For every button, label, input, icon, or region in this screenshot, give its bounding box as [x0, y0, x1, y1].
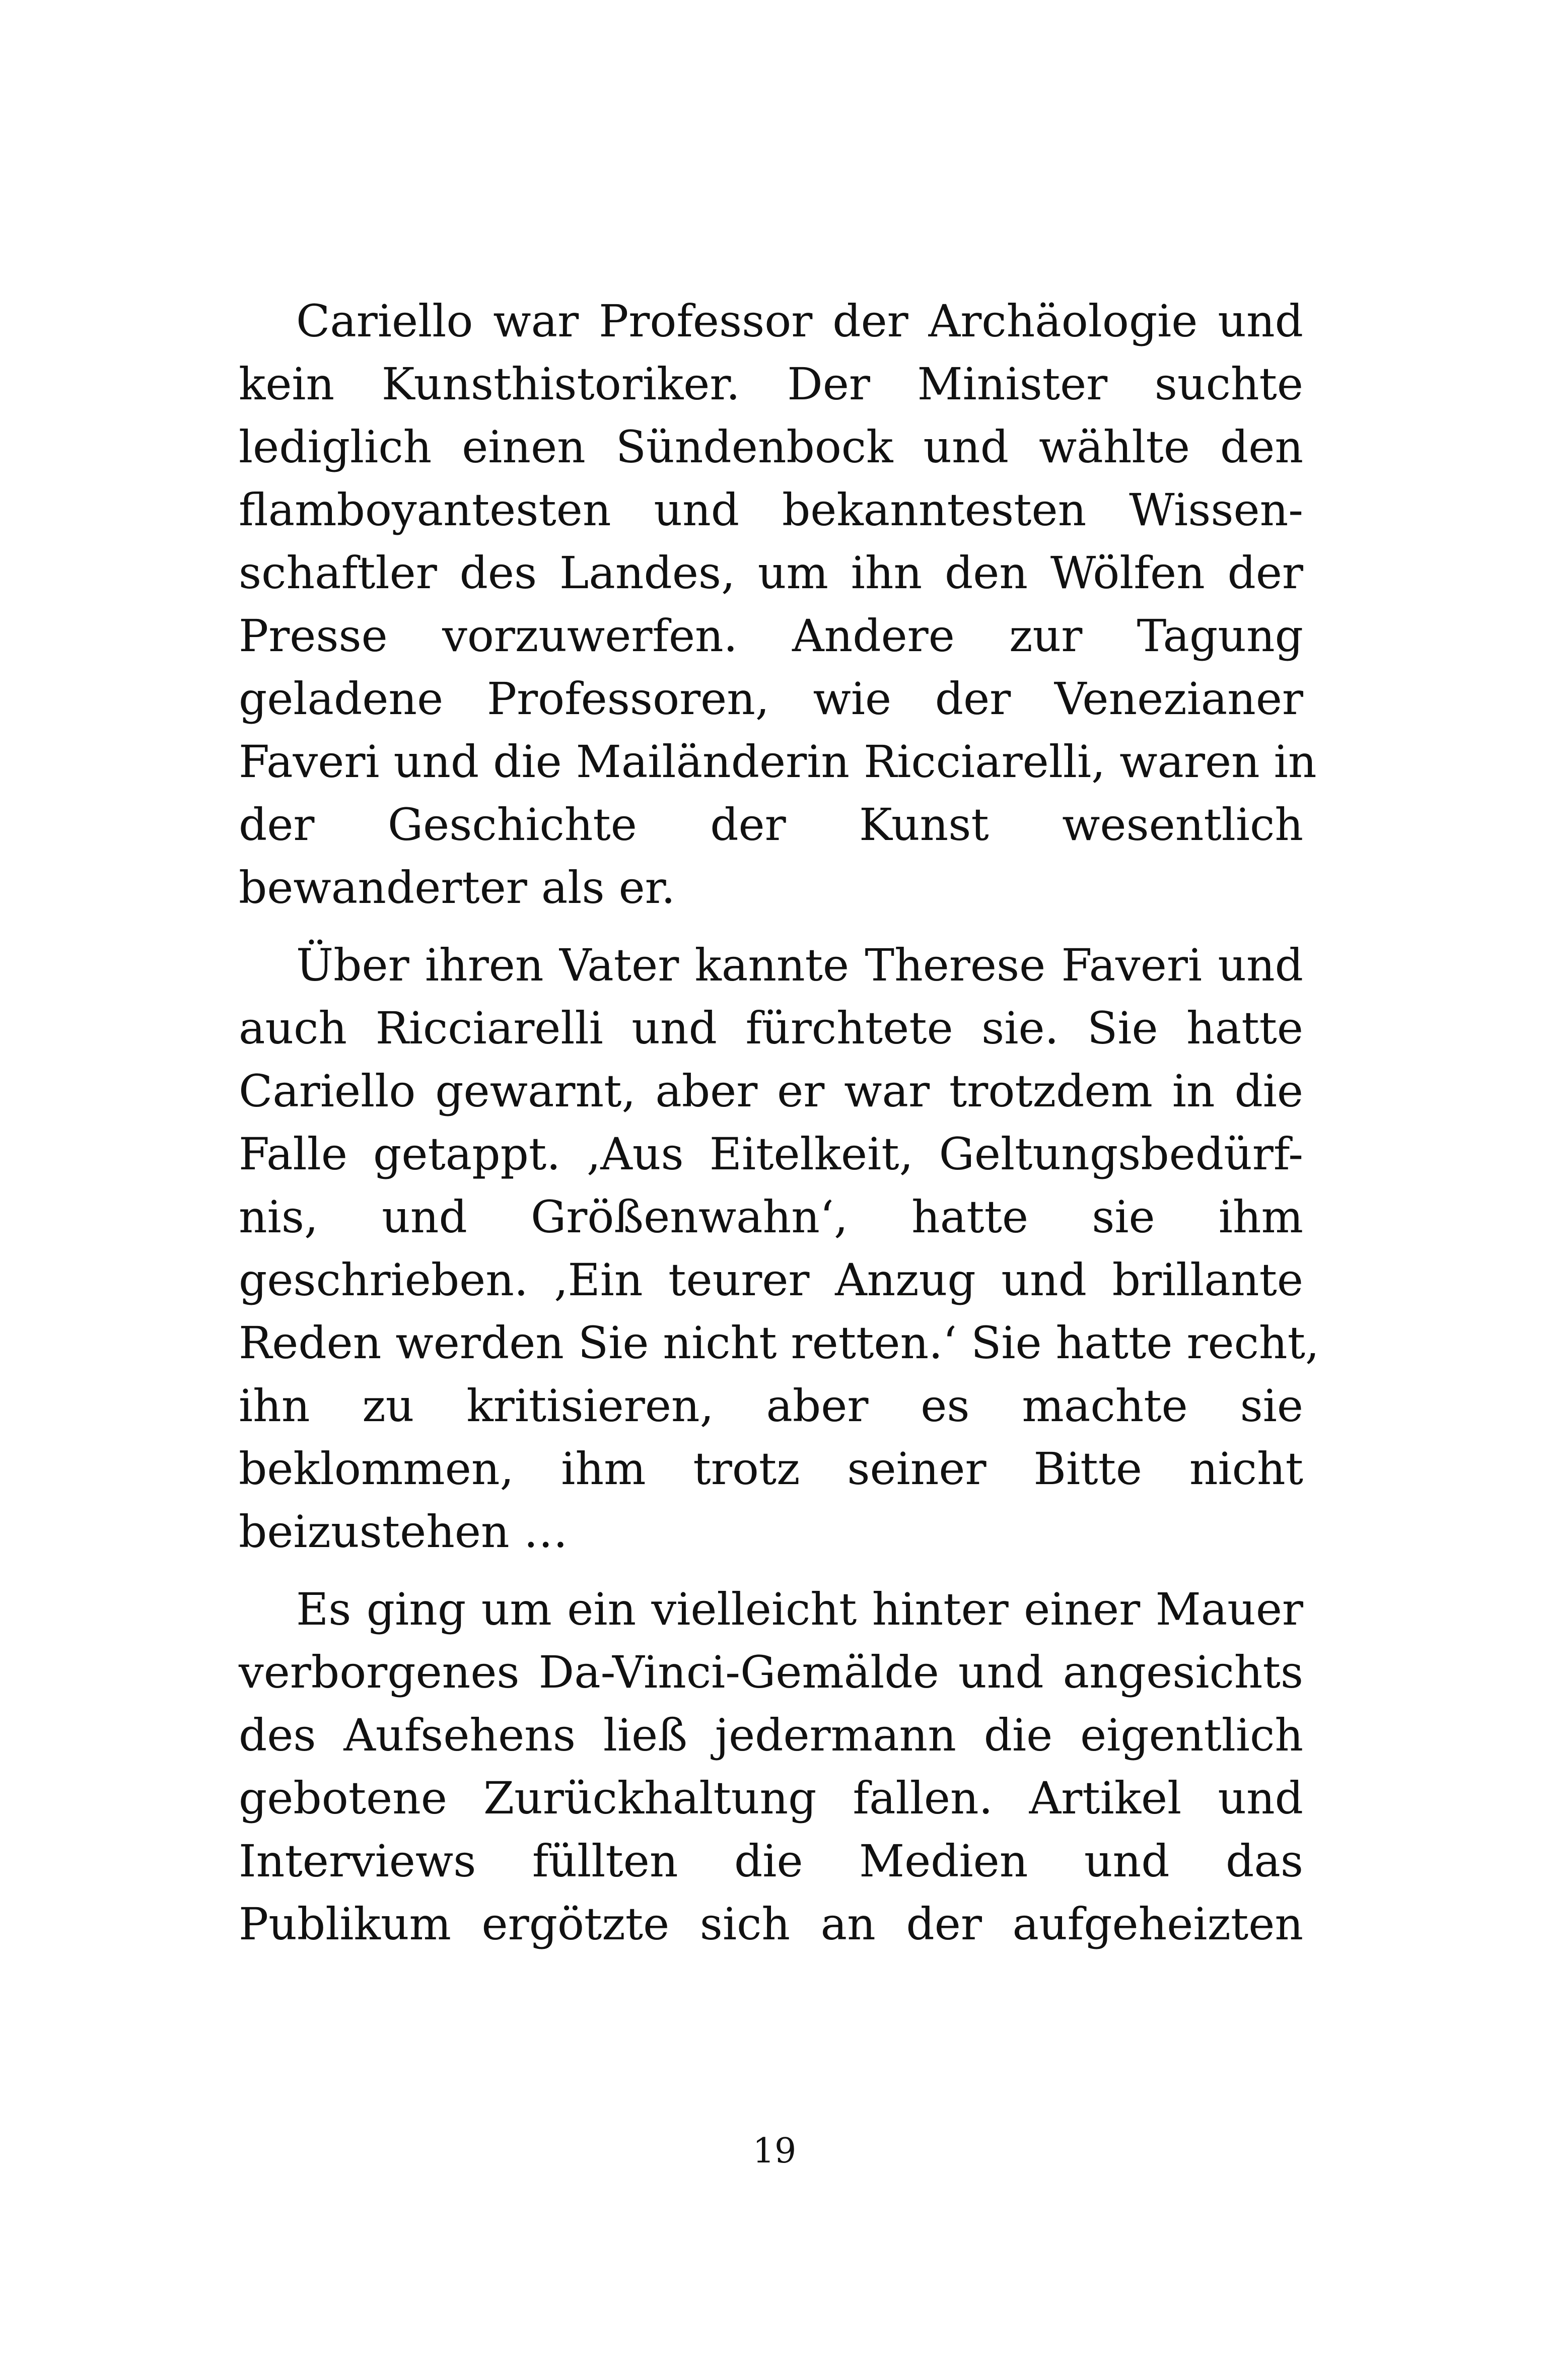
text-line: Publikum ergötzte sich an der aufgeheizten	[239, 1898, 1303, 1950]
text-line: Faveri und die Mailänderin Ricciarelli, waren in	[239, 736, 1317, 788]
text-line: Es ging um ein vielleicht hinter einer Mauer	[296, 1583, 1303, 1635]
page-number: 19	[752, 2131, 797, 2171]
text-line: Cariello war Professor der Archäologie und	[296, 295, 1303, 347]
text-line: Reden werden Sie nicht retten.‘ Sie hatte recht,	[239, 1317, 1319, 1369]
text-line: beklommen, ihm trotz seiner Bitte nicht	[239, 1443, 1303, 1495]
text-line: flamboyantesten und bekanntesten Wissen-	[239, 484, 1303, 536]
text-line: beizustehen …	[239, 1506, 568, 1558]
text-line: schaftler des Landes, um ihn den Wölfen der	[239, 547, 1303, 599]
text-line: Interviews füllten die Medien und das	[239, 1835, 1303, 1887]
text-line: geladene Professoren, wie der Venezianer	[239, 673, 1303, 725]
text-line: Presse vorzuwerfen. Andere zur Tagung	[239, 610, 1303, 662]
text-line: Über ihren Vater kannte Therese Faveri und	[296, 939, 1303, 991]
text-line: bewanderter als er.	[239, 862, 676, 914]
paragraph-1	[239, 290, 1317, 919]
page-body-text	[239, 290, 1319, 1955]
paragraph-2	[239, 934, 1319, 1563]
text-line: der Geschichte der Kunst wesentlich	[239, 799, 1303, 851]
text-line: verborgenes Da-Vinci-Gemälde und angesichts	[239, 1646, 1303, 1698]
text-line: des Aufsehens ließ jedermann die eigentlich	[239, 1709, 1303, 1761]
text-line: nis, und Größenwahn‘, hatte sie ihm	[239, 1191, 1303, 1243]
text-line: gebotene Zurückhaltung fallen. Artikel und	[239, 1772, 1303, 1824]
text-line: Cariello gewarnt, aber er war trotzdem in die	[239, 1065, 1303, 1117]
paragraph-3	[239, 1578, 1303, 1955]
paragraph-spacer	[239, 1563, 1303, 1578]
text-line: geschrieben. ‚Ein teurer Anzug und brillante	[239, 1254, 1303, 1306]
paragraph-spacer	[239, 919, 1303, 934]
text-line: kein Kunsthistoriker. Der Minister suchte	[239, 358, 1303, 410]
text-line: auch Ricciarelli und fürchtete sie. Sie hatte	[239, 1002, 1303, 1054]
text-line: ihn zu kritisieren, aber es machte sie	[239, 1380, 1303, 1432]
text-line: lediglich einen Sündenbock und wählte den	[239, 421, 1303, 473]
text-line: Falle getappt. ‚Aus Eitelkeit, Geltungsbedürf-	[239, 1128, 1303, 1180]
